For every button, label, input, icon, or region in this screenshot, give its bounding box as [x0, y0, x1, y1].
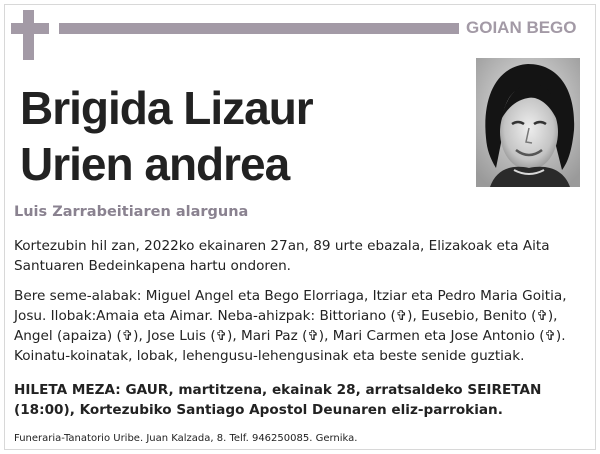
- name-line-2: Urien andrea: [20, 138, 290, 190]
- funeral-home-footer: Funeraria-Tanatorio Uribe. Juan Kalzada, 8. Telf. 946250085. Gernika.: [14, 433, 358, 444]
- subtitle: Luis Zarrabeitiaren alarguna: [14, 204, 249, 220]
- portrait-photo: [476, 58, 580, 187]
- funeral-mass-paragraph: HILETA MEZA: GAUR, martitzena, ekainak 28, arratsaldeko SEIRETAN (18:00), Kortezubiko Santiago Apostol Deunaren eliz-parrokian.: [14, 382, 542, 418]
- latin-cross-icon: [11, 10, 49, 60]
- section-label: GOIAN BEGO: [466, 18, 577, 37]
- deceased-name: [20, 80, 313, 192]
- name-line-1: Brigida Lizaur: [20, 82, 313, 134]
- header-bar: [59, 23, 459, 34]
- family-paragraph: Bere seme-alabak: Miguel Angel eta Bego Elorriaga, Itziar eta Pedro Maria Goitia, Josu. Ilobak:Amaia eta Aimar. Neba-ahizpak: Bittoriano (✞), Eusebio, Benito (✞), Angel (apaiza) (✞), Jose Luis (✞), Mari Paz (✞), Mari Carmen eta Jose Antonio (✞). Koinatu-koinatak, lobak, lehengusu-lehengusinak eta beste senide guztiak.: [14, 288, 567, 364]
- death-notice-paragraph: Kortezubin hil zan, 2022ko ekainaren 27an, 89 urte ebazala, Elizakoak eta Aita Santuaren Bedeinkapena hartu ondoren.: [14, 238, 550, 274]
